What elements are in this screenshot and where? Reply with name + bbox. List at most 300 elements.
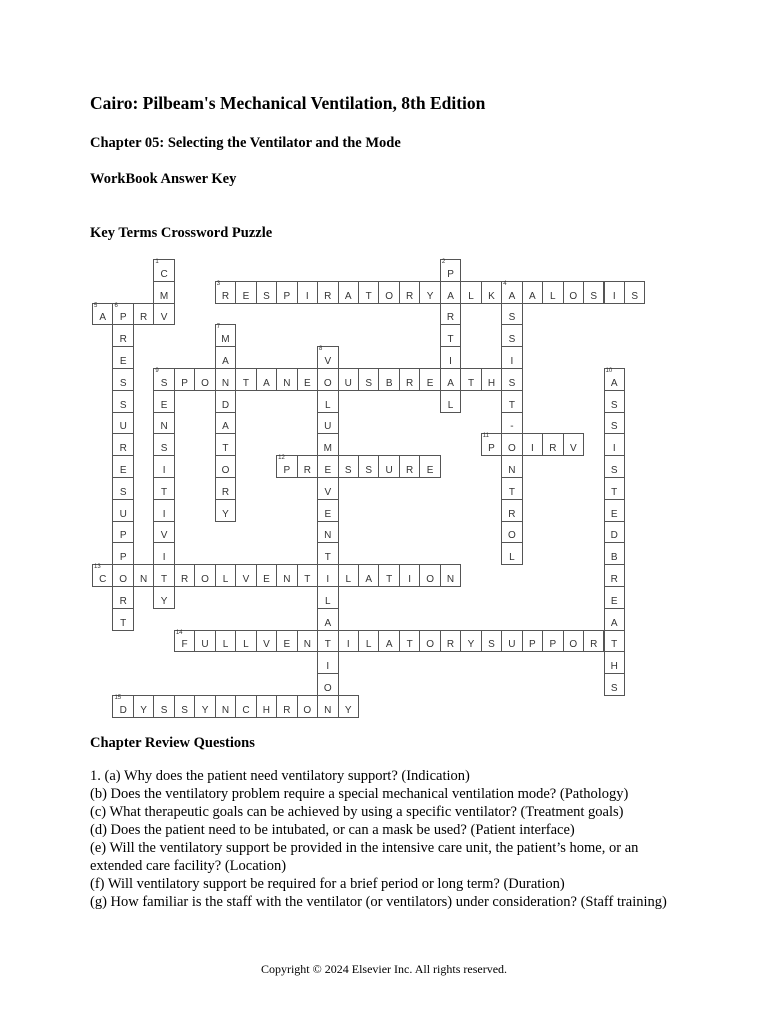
crossword-cell bbox=[133, 695, 154, 718]
cell-letter: S bbox=[590, 290, 598, 302]
crossword-cell bbox=[317, 455, 338, 478]
cell-letter: T bbox=[406, 639, 413, 651]
crossword-cell bbox=[501, 324, 522, 347]
clue-number: 1 bbox=[155, 259, 159, 265]
cell-letter: C bbox=[160, 268, 168, 280]
cell-letter: T bbox=[304, 573, 311, 585]
cell-letter: R bbox=[221, 486, 230, 498]
crossword-cell bbox=[440, 303, 461, 326]
cell-letter: S bbox=[119, 377, 127, 389]
cell-letter: S bbox=[610, 464, 618, 476]
cell-letter: N bbox=[221, 377, 230, 389]
crossword-cell bbox=[112, 542, 133, 565]
crossword-cell bbox=[460, 281, 481, 304]
crossword-cell bbox=[501, 433, 522, 456]
crossword-cell bbox=[92, 303, 113, 326]
cell-letter: U bbox=[508, 639, 516, 651]
cell-letter: T bbox=[447, 334, 454, 346]
cell-letter: M bbox=[323, 443, 332, 455]
crossword-cell bbox=[276, 630, 297, 653]
crossword-cell bbox=[460, 630, 481, 653]
cell-letter: E bbox=[160, 399, 168, 411]
crossword-cell bbox=[481, 368, 502, 391]
cell-letter: O bbox=[323, 377, 332, 389]
cell-letter: S bbox=[160, 704, 168, 716]
cell-letter: R bbox=[406, 377, 414, 389]
question-line: (e) Will the ventilatory support be provided in the intensive care unit, the patient’s home, or an extended care facility? (Location) bbox=[90, 840, 639, 874]
crossword-cell bbox=[153, 499, 174, 522]
crossword-cell bbox=[440, 346, 461, 369]
crossword-cell bbox=[501, 499, 522, 522]
clue-number: 2 bbox=[441, 259, 446, 265]
crossword-cell bbox=[604, 608, 625, 631]
crossword-cell bbox=[317, 521, 338, 544]
crossword-cell bbox=[604, 455, 625, 478]
crossword-cell bbox=[215, 499, 236, 522]
cell-letter: T bbox=[508, 486, 515, 498]
cell-letter: N bbox=[508, 464, 516, 476]
cell-letter: T bbox=[611, 639, 618, 651]
crossword-cell bbox=[215, 695, 236, 718]
cell-letter: A bbox=[508, 290, 516, 302]
crossword-cell bbox=[604, 477, 625, 500]
cell-letter: N bbox=[283, 573, 291, 585]
crossword-cell bbox=[419, 564, 440, 587]
crossword-cell bbox=[112, 390, 133, 413]
crossword-cell bbox=[358, 368, 379, 391]
crossword-cell bbox=[133, 303, 154, 326]
clue-number: 13 bbox=[94, 564, 101, 571]
cell-letter: S bbox=[181, 704, 188, 716]
cell-letter: D bbox=[119, 704, 127, 716]
cell-letter: T bbox=[222, 443, 229, 455]
cell-letter: Y bbox=[222, 508, 229, 520]
crossword-cell bbox=[215, 477, 236, 500]
crossword-cell bbox=[215, 346, 236, 369]
crossword-cell bbox=[317, 390, 338, 413]
crossword-cell bbox=[583, 281, 604, 304]
cell-letter: T bbox=[161, 486, 168, 498]
cell-letter: S bbox=[508, 334, 516, 346]
crossword-cell bbox=[112, 499, 133, 522]
crossword-cell bbox=[501, 346, 522, 369]
cell-letter: Y bbox=[140, 704, 147, 716]
cell-letter: S bbox=[344, 464, 352, 476]
crossword-cell bbox=[358, 281, 379, 304]
crossword-cell bbox=[604, 673, 625, 696]
crossword-cell bbox=[317, 499, 338, 522]
cell-letter: E bbox=[283, 639, 291, 651]
cell-letter: R bbox=[508, 508, 516, 520]
crossword-cell bbox=[481, 281, 502, 304]
crossword-cell bbox=[440, 324, 461, 347]
cell-letter: O bbox=[201, 377, 209, 389]
crossword-cell bbox=[501, 281, 522, 304]
cell-letter: T bbox=[242, 377, 249, 389]
workbook-title: WorkBook Answer Key bbox=[90, 171, 237, 187]
cell-letter: Y bbox=[426, 290, 434, 302]
cell-letter: L bbox=[468, 290, 474, 302]
crossword-cell bbox=[112, 521, 133, 544]
cell-letter: O bbox=[221, 464, 230, 476]
cell-letter: P bbox=[549, 639, 557, 651]
crossword-cell bbox=[399, 630, 420, 653]
cell-letter: Y bbox=[467, 639, 475, 651]
clue-number: 5 bbox=[94, 302, 98, 309]
crossword-cell bbox=[153, 433, 174, 456]
crossword-cell bbox=[604, 630, 625, 653]
crossword-cell bbox=[174, 564, 195, 587]
cell-letter: I bbox=[510, 355, 514, 367]
crossword-cell bbox=[378, 281, 399, 304]
crossword-cell bbox=[256, 630, 277, 653]
crossword-cell bbox=[501, 303, 522, 326]
crossword-cell bbox=[604, 390, 625, 413]
cell-letter: A bbox=[385, 639, 393, 651]
cell-letter: E bbox=[242, 290, 250, 302]
crossword-cell bbox=[501, 521, 522, 544]
cell-letter: V bbox=[324, 486, 332, 498]
cell-letter: C bbox=[99, 573, 107, 585]
cell-letter: K bbox=[488, 290, 495, 302]
cell-letter: Y bbox=[201, 704, 209, 716]
crossword-cell bbox=[153, 695, 174, 718]
cell-letter: A bbox=[263, 377, 270, 389]
cell-letter: H bbox=[487, 377, 496, 389]
crossword-cell bbox=[235, 695, 256, 718]
crossword-cell bbox=[624, 281, 645, 304]
crossword-cell bbox=[215, 564, 236, 587]
crossword-cell bbox=[542, 281, 563, 304]
crossword-cell bbox=[440, 281, 461, 304]
crossword-cell bbox=[112, 412, 133, 435]
cell-letter: L bbox=[324, 399, 331, 411]
cell-letter: I bbox=[346, 639, 350, 651]
crossword-cell bbox=[112, 433, 133, 456]
crossword-cell bbox=[317, 586, 338, 609]
crossword-cell bbox=[501, 542, 522, 565]
cell-letter: Y bbox=[344, 704, 352, 716]
cell-letter: S bbox=[160, 377, 168, 389]
crossword-cell bbox=[297, 281, 318, 304]
cell-letter: R bbox=[283, 704, 291, 716]
crossword-cell bbox=[419, 630, 440, 653]
crossword-cell bbox=[276, 695, 297, 718]
crossword-cell bbox=[399, 564, 420, 587]
cell-letter: C bbox=[242, 704, 250, 716]
crossword-cell bbox=[256, 695, 277, 718]
cell-letter: S bbox=[263, 290, 270, 302]
crossword-cell bbox=[235, 630, 256, 653]
crossword-cell bbox=[399, 281, 420, 304]
cell-letter: L bbox=[365, 639, 372, 651]
crossword-cell bbox=[317, 281, 338, 304]
cell-letter: A bbox=[99, 312, 107, 324]
crossword-cell bbox=[317, 673, 338, 696]
crossword-cell bbox=[460, 368, 481, 391]
crossword-cell bbox=[276, 564, 297, 587]
crossword-cell bbox=[317, 412, 338, 435]
crossword-cell bbox=[378, 368, 399, 391]
crossword-cell bbox=[276, 281, 297, 304]
crossword-cell bbox=[256, 281, 277, 304]
cell-letter: O bbox=[508, 443, 516, 455]
cell-letter: R bbox=[119, 334, 127, 346]
cell-letter: R bbox=[549, 443, 557, 455]
cell-letter: I bbox=[162, 552, 166, 564]
cell-letter: E bbox=[119, 355, 127, 367]
cell-letter: S bbox=[631, 290, 639, 302]
cell-letter: R bbox=[221, 290, 230, 302]
cell-letter: R bbox=[406, 290, 414, 302]
crossword-cell bbox=[112, 324, 133, 347]
cell-letter: - bbox=[510, 421, 514, 433]
question-line: (b) Does the ventilatory problem require a special mechanical ventilation mode? (Pathology) bbox=[90, 786, 629, 802]
crossword-cell bbox=[153, 542, 174, 565]
review-questions bbox=[90, 767, 690, 911]
cell-letter: L bbox=[222, 639, 229, 651]
crossword-cell bbox=[604, 412, 625, 435]
crossword-cell bbox=[399, 368, 420, 391]
crossword-cell bbox=[317, 433, 338, 456]
crossword-cell bbox=[563, 433, 584, 456]
cell-letter: V bbox=[263, 639, 270, 651]
crossword-cell bbox=[112, 608, 133, 631]
crossword-cell bbox=[133, 564, 154, 587]
cell-letter: N bbox=[140, 573, 148, 585]
cell-letter: R bbox=[303, 464, 311, 476]
cell-letter: I bbox=[305, 290, 309, 302]
crossword-cell bbox=[604, 564, 625, 587]
cell-letter: U bbox=[119, 508, 127, 520]
clue-number: 15 bbox=[114, 695, 122, 701]
cell-letter: L bbox=[509, 552, 515, 564]
cell-letter: S bbox=[508, 377, 516, 389]
crossword-cell bbox=[583, 630, 604, 653]
cell-letter: O bbox=[385, 290, 394, 302]
question-line: (c) What therapeutic goals can be achieved by using a specific ventilator? (Treatment goals) bbox=[90, 804, 624, 820]
cell-letter: S bbox=[160, 443, 168, 455]
crossword-cell bbox=[604, 586, 625, 609]
crossword-cell bbox=[112, 368, 133, 391]
crossword-cell bbox=[215, 433, 236, 456]
crossword-cell bbox=[604, 281, 625, 304]
crossword-cell bbox=[297, 630, 318, 653]
crossword-cell bbox=[153, 564, 174, 587]
crossword-cell bbox=[92, 564, 113, 587]
crossword-cell bbox=[235, 368, 256, 391]
question-line: (g) How familiar is the staff with the ventilator (or ventilators) under consideration? (Staff training) bbox=[90, 894, 667, 910]
crossword-cell bbox=[153, 303, 174, 326]
cell-letter: E bbox=[324, 508, 332, 520]
crossword-cell bbox=[215, 281, 236, 304]
crossword-cell bbox=[276, 455, 297, 478]
cell-letter: M bbox=[221, 334, 230, 346]
crossword-cell bbox=[215, 324, 236, 347]
cell-letter: A bbox=[344, 290, 352, 302]
cell-letter: S bbox=[610, 421, 618, 433]
crossword-cell bbox=[317, 477, 338, 500]
crossword-cell bbox=[317, 542, 338, 565]
crossword-cell bbox=[317, 564, 338, 587]
crossword-cell bbox=[317, 630, 338, 653]
cell-letter: A bbox=[610, 377, 618, 389]
cell-letter: H bbox=[262, 704, 271, 716]
crossword-cell bbox=[501, 390, 522, 413]
cell-letter: R bbox=[119, 443, 127, 455]
cell-letter: S bbox=[610, 682, 618, 694]
crossword-cell bbox=[215, 368, 236, 391]
cell-letter: E bbox=[324, 464, 332, 476]
cell-letter: U bbox=[324, 421, 332, 433]
cell-letter: I bbox=[162, 464, 166, 476]
crossword-cell bbox=[317, 695, 338, 718]
question-line: (f) Will ventilatory support be required for a brief period or long term? (Duration) bbox=[90, 876, 565, 892]
copyright-footer: Copyright © 2024 Elsevier Inc. All rights reserved. bbox=[260, 962, 508, 976]
cell-letter: A bbox=[447, 290, 454, 302]
cell-letter: V bbox=[569, 443, 577, 455]
cell-letter: L bbox=[222, 573, 229, 585]
cell-letter: N bbox=[324, 704, 332, 716]
cell-letter: I bbox=[612, 443, 616, 455]
cell-letter: L bbox=[345, 573, 352, 585]
crossword-cell bbox=[358, 455, 379, 478]
crossword-cell bbox=[604, 499, 625, 522]
cell-letter: O bbox=[323, 682, 332, 694]
clue-number: 3 bbox=[216, 280, 221, 287]
cell-letter: P bbox=[283, 290, 291, 302]
crossword-cell bbox=[153, 586, 174, 609]
cell-letter: S bbox=[610, 399, 618, 411]
cell-letter: E bbox=[119, 464, 127, 476]
cell-letter: A bbox=[529, 290, 536, 302]
crossword-cell bbox=[297, 695, 318, 718]
cell-letter: O bbox=[569, 290, 578, 302]
cell-letter: P bbox=[447, 268, 454, 280]
crossword-cell bbox=[522, 630, 543, 653]
cell-letter: A bbox=[447, 377, 454, 389]
crossword-cell bbox=[419, 455, 440, 478]
crossword-cell bbox=[440, 259, 461, 282]
crossword-cell bbox=[112, 346, 133, 369]
crossword-cell bbox=[604, 651, 625, 674]
cell-letter: S bbox=[365, 464, 373, 476]
crossword-cell bbox=[317, 368, 338, 391]
cell-letter: I bbox=[612, 290, 616, 302]
cell-letter: D bbox=[221, 399, 230, 411]
cell-letter: Y bbox=[160, 595, 168, 607]
cell-letter: R bbox=[590, 639, 598, 651]
cell-letter: V bbox=[160, 530, 168, 542]
cell-letter: I bbox=[530, 443, 534, 455]
crossword-cell bbox=[194, 564, 215, 587]
crossword-cell bbox=[112, 695, 133, 718]
cell-letter: S bbox=[119, 486, 127, 498]
clue-number: 9 bbox=[155, 368, 159, 374]
crossword-cell bbox=[174, 368, 195, 391]
crossword-cell bbox=[235, 281, 256, 304]
crossword-cell bbox=[276, 368, 297, 391]
crossword-cell bbox=[153, 455, 174, 478]
cell-letter: V bbox=[160, 312, 168, 324]
cell-letter: T bbox=[324, 639, 331, 651]
cell-letter: R bbox=[446, 639, 455, 651]
cell-letter: U bbox=[385, 464, 393, 476]
cell-letter: O bbox=[426, 639, 434, 651]
clue-number: 7 bbox=[216, 324, 221, 331]
cell-letter: N bbox=[221, 704, 230, 716]
crossword-cell bbox=[338, 368, 359, 391]
cell-letter: P bbox=[119, 312, 127, 324]
crossword-cell bbox=[338, 455, 359, 478]
cell-letter: U bbox=[344, 377, 352, 389]
cell-letter: R bbox=[406, 464, 414, 476]
cell-letter: E bbox=[263, 573, 270, 585]
clue-number: 8 bbox=[319, 346, 323, 353]
crossword-cell bbox=[358, 630, 379, 653]
cell-letter: L bbox=[550, 290, 556, 302]
crossword-cell bbox=[215, 390, 236, 413]
cell-letter: D bbox=[610, 530, 618, 542]
cell-letter: I bbox=[408, 573, 411, 585]
crossword-cell bbox=[153, 412, 174, 435]
crossword-cell bbox=[604, 542, 625, 565]
cell-letter: P bbox=[488, 443, 495, 455]
cell-letter: P bbox=[283, 464, 291, 476]
cell-letter: A bbox=[610, 617, 618, 629]
crossword-cell bbox=[112, 477, 133, 500]
crossword-cell bbox=[194, 368, 215, 391]
cell-letter: O bbox=[201, 573, 209, 585]
cell-letter: O bbox=[508, 530, 516, 542]
crossword-cell bbox=[215, 455, 236, 478]
crossword-cell bbox=[481, 630, 502, 653]
crossword-cell bbox=[481, 433, 502, 456]
crossword-cell bbox=[522, 281, 543, 304]
cell-letter: T bbox=[611, 486, 618, 498]
cell-letter: R bbox=[119, 595, 127, 607]
crossword-cell bbox=[194, 695, 215, 718]
crossword-cell bbox=[501, 477, 522, 500]
crossword-cell bbox=[194, 630, 215, 653]
cell-letter: E bbox=[303, 377, 311, 389]
cell-letter: F bbox=[181, 639, 188, 651]
cell-letter: A bbox=[222, 355, 229, 367]
clue-number: 11 bbox=[482, 433, 489, 440]
cell-letter: P bbox=[119, 552, 127, 564]
crossword-cell bbox=[338, 281, 359, 304]
cell-letter: V bbox=[242, 573, 250, 585]
crossword-cell bbox=[153, 368, 174, 391]
crossword-cell bbox=[563, 281, 584, 304]
cell-letter: R bbox=[446, 312, 455, 324]
crossword-cell bbox=[338, 564, 359, 587]
clue-number: 10 bbox=[605, 368, 613, 374]
crossword-cell bbox=[522, 433, 543, 456]
crossword-cell bbox=[112, 564, 133, 587]
crossword-cell bbox=[542, 630, 563, 653]
crossword-cell bbox=[501, 455, 522, 478]
cell-letter: O bbox=[426, 573, 434, 585]
crossword-cell bbox=[338, 695, 359, 718]
crossword-cell bbox=[297, 564, 318, 587]
clue-number: 4 bbox=[503, 280, 507, 287]
crossword-cell bbox=[378, 455, 399, 478]
cell-letter: O bbox=[303, 704, 312, 716]
cell-letter: R bbox=[140, 312, 148, 324]
crossword-cell bbox=[153, 281, 174, 304]
question-line: (d) Does the patient need to be intubated, or can a mask be used? (Patient interface) bbox=[90, 822, 575, 838]
